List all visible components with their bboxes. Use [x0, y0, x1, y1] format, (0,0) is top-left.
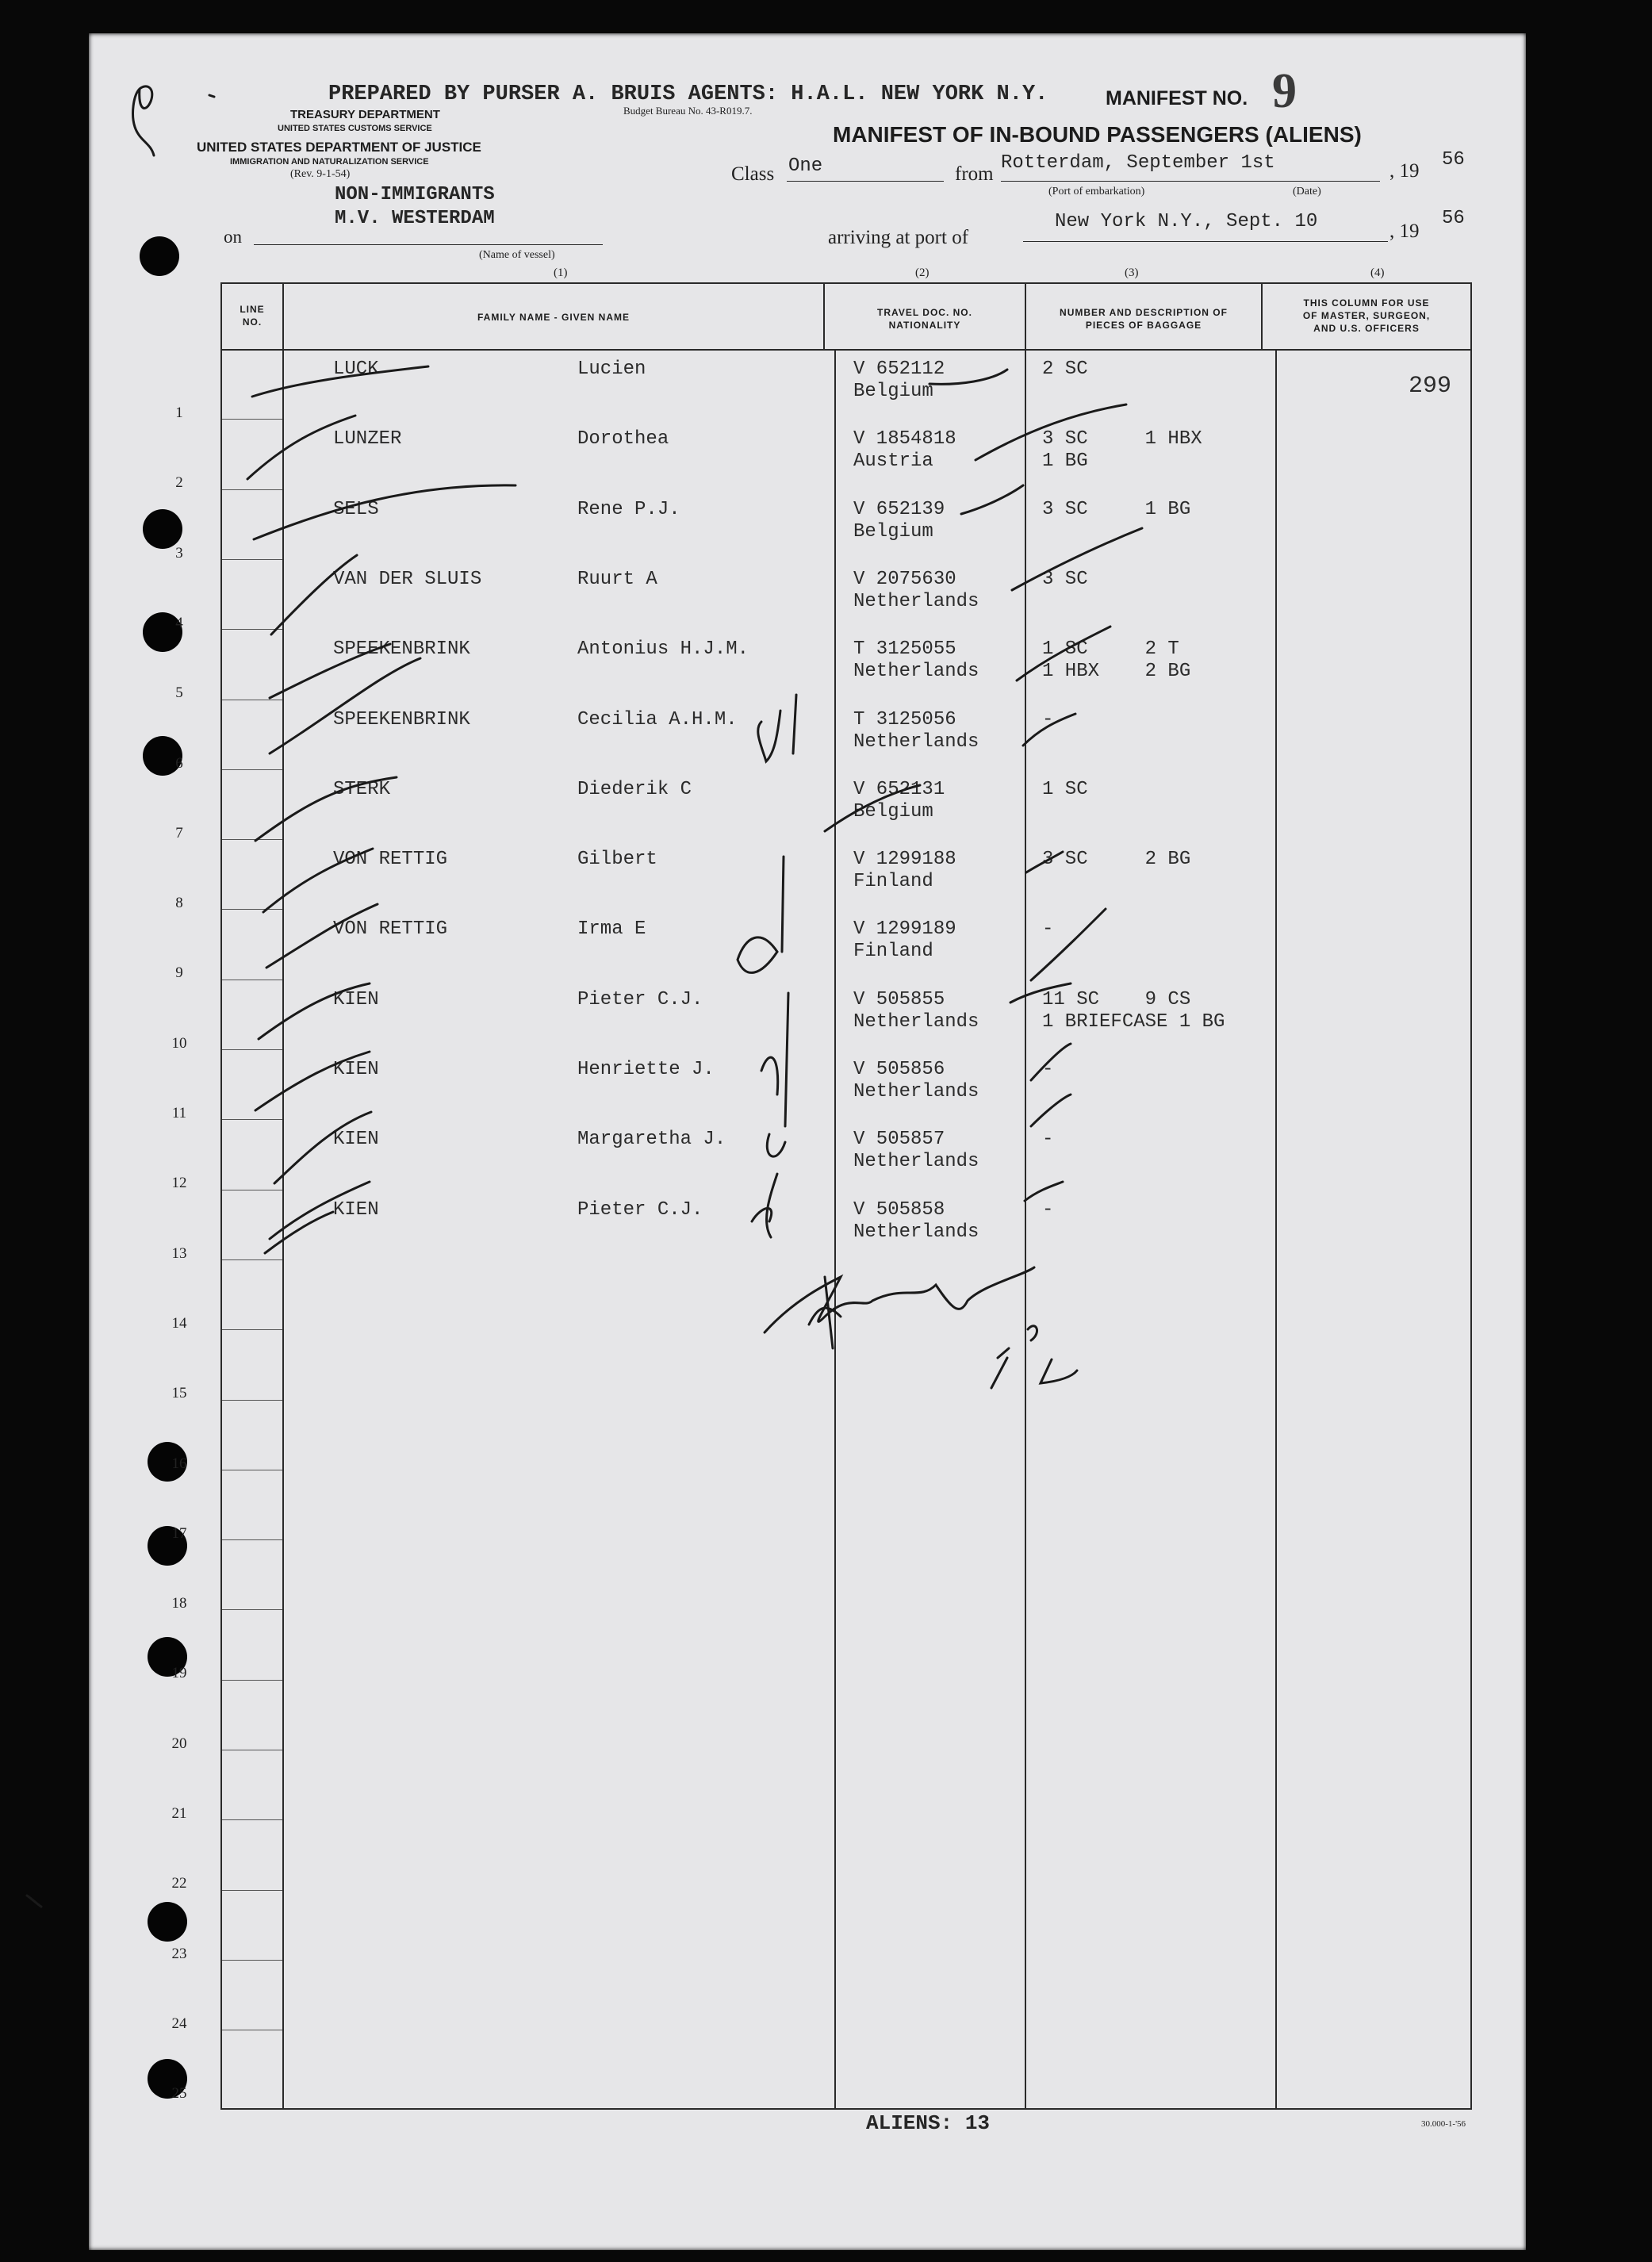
travel-doc-no: V 1854818: [853, 428, 956, 450]
line-number: 10: [171, 1034, 187, 1052]
given-name: Lucien: [577, 358, 646, 380]
line-number: 7: [175, 824, 183, 842]
port-embark-caption: (Port of embarkation): [1048, 186, 1145, 197]
check-mark: [247, 416, 355, 479]
baggage-line-1: -: [1042, 918, 1054, 941]
travel-doc-no: V 652139: [853, 498, 945, 520]
nationality: Finland: [853, 871, 933, 893]
baggage-tick: [1031, 1044, 1071, 1080]
line-number: 23: [171, 1945, 187, 1962]
given-name: Pieter C.J.: [577, 1198, 703, 1221]
line-number: 3: [175, 544, 183, 562]
prepared-by-line: PREPARED BY PURSER A. BRUIS AGENTS: H.A.L. NEW YORK N.Y.: [328, 82, 1048, 106]
col-number-3: (3): [1125, 266, 1139, 279]
travel-doc-no: V 652112: [853, 358, 945, 380]
given-name: Rene P.J.: [577, 498, 680, 520]
baggage-tick: [1017, 627, 1110, 681]
treasury-dept: TREASURY DEPARTMENT: [290, 108, 440, 121]
given-name: Irma E: [577, 918, 646, 941]
baggage-tick: [1031, 909, 1106, 980]
baggage-line-1: 3 SC 2 BG: [1042, 849, 1191, 871]
check-mark: [266, 904, 378, 968]
baggage-line-1: 1 SC 2 T: [1042, 638, 1179, 661]
family-name: KIEN: [333, 988, 379, 1010]
header-line-no: LINE NO.: [240, 304, 265, 328]
line-number: 18: [171, 1595, 187, 1612]
initials: [752, 1174, 777, 1237]
line-number: 11: [171, 1105, 187, 1121]
check-mark: [274, 1112, 371, 1183]
initials: [738, 857, 784, 972]
travel-doc-no: V 1299189: [853, 918, 956, 941]
class-value: One: [788, 155, 823, 177]
initials: [758, 695, 796, 761]
baggage-line-1: -: [1042, 1198, 1054, 1221]
line-number: 14: [171, 1314, 187, 1332]
line-number: 6: [175, 754, 183, 772]
baggage-line-1: 1 SC: [1042, 778, 1088, 800]
given-name: Cecilia A.H.M.: [577, 708, 738, 730]
baggage-line-2: 1 BG: [1042, 450, 1088, 473]
header-officers-label: THIS COLUMN FOR USE OF MASTER, SURGEON, AND U.S. OFFICERS: [1302, 297, 1431, 334]
line-number: 5: [175, 684, 183, 702]
header-travel-doc-label: TRAVEL DOC. NO. NATIONALITY: [877, 307, 972, 331]
non-immigrants: NON-IMMIGRANTS: [335, 184, 495, 205]
travel-doc-no: V 505856: [853, 1059, 945, 1080]
nationality: Netherlands: [853, 1221, 979, 1243]
family-name: VON RETTIG: [333, 918, 448, 941]
aliens-total: ALIENS: 13: [866, 2111, 991, 2135]
baggage-line-1: -: [1042, 708, 1054, 730]
class-label: Class: [731, 163, 775, 185]
vessel-name: M.V. WESTERDAM: [335, 208, 495, 229]
travel-doc-no: V 2075630: [853, 568, 956, 590]
year-1: 56: [1442, 149, 1465, 171]
line-number: 15: [171, 1385, 187, 1402]
given-name: Dorothea: [577, 428, 669, 450]
baggage-tick: [1025, 1182, 1063, 1201]
line-number: 8: [175, 895, 183, 912]
baggage-line-1: -: [1042, 1129, 1054, 1151]
check-mark: [259, 983, 370, 1039]
travel-doc-no: V 505857: [853, 1129, 945, 1151]
line-number: 13: [171, 1244, 187, 1262]
baggage-line-1: 11 SC 9 CS: [1042, 988, 1191, 1010]
year-prefix-2: , 19: [1389, 220, 1420, 242]
year-2: 56: [1442, 208, 1465, 229]
check-mark: [270, 1182, 370, 1239]
date-caption: (Date): [1293, 186, 1321, 197]
form-number: 30.000-1-'56: [1421, 2119, 1466, 2129]
officer-note: 299: [1409, 373, 1452, 400]
line-number: 1: [175, 404, 183, 421]
col-number-1: (1): [554, 266, 568, 279]
check-mark: [270, 658, 420, 753]
on-label: on: [224, 227, 242, 247]
family-name: KIEN: [333, 1129, 379, 1151]
pen-speck: [27, 1896, 41, 1907]
given-name: Gilbert: [577, 849, 657, 871]
nationality: Belgium: [853, 381, 933, 402]
margin-mark-9: [133, 86, 154, 155]
pen-tick: [209, 95, 214, 97]
baggage-tick: [1023, 714, 1075, 746]
manifest-no-value: 9: [1272, 64, 1297, 118]
nationality: Netherlands: [853, 730, 979, 753]
check-mark: [254, 485, 516, 539]
baggage-tick: [1010, 983, 1071, 1003]
given-name: Pieter C.J.: [577, 988, 703, 1010]
line-number: 21: [171, 1805, 187, 1822]
doc-tick: [961, 485, 1023, 514]
line-number: 24: [171, 2015, 187, 2032]
doc-tick: [825, 785, 920, 831]
nationality: Netherlands: [853, 590, 979, 612]
baggage-line-1: 2 SC: [1042, 358, 1088, 380]
manifest-no-label: MANIFEST NO.: [1106, 87, 1248, 109]
baggage-tick: [1026, 852, 1063, 872]
family-name: KIEN: [333, 1059, 379, 1080]
arriving-label: arriving at port of: [828, 227, 969, 248]
given-name: Henriette J.: [577, 1059, 715, 1080]
line-number: 20: [171, 1735, 187, 1752]
line-number: 2: [175, 474, 183, 492]
travel-doc-no: V 1299188: [853, 849, 956, 871]
nationality: Finland: [853, 941, 933, 963]
baggage-line-2: 1 BRIEFCASE 1 BG: [1042, 1010, 1225, 1033]
baggage-line-1: 3 SC 1 HBX: [1042, 428, 1202, 450]
nationality: Belgium: [853, 800, 933, 822]
given-name: Diederik C: [577, 778, 692, 800]
check-mark: [255, 1052, 370, 1110]
baggage-line-1: 3 SC 1 BG: [1042, 498, 1191, 520]
from-value: Rotterdam, September 1st: [1001, 152, 1275, 174]
from-label: from: [955, 163, 994, 185]
given-name: Antonius H.J.M.: [577, 638, 749, 661]
ins-service: IMMIGRATION AND NATURALIZATION SERVICE: [230, 157, 429, 167]
travel-doc-no: T 3125055: [853, 638, 956, 661]
check-mark: [252, 366, 428, 397]
doc-tick: [929, 370, 1007, 384]
family-name: SPEEKENBRINK: [333, 638, 470, 661]
baggage-tick: [1031, 1095, 1071, 1126]
nationality: Austria: [853, 450, 933, 473]
family-name: SELS: [333, 498, 379, 520]
baggage-line-1: 3 SC: [1042, 568, 1088, 590]
budget-bureau: Budget Bureau No. 43-R019.7.: [623, 105, 753, 117]
header-name: FAMILY NAME - GIVEN NAME: [477, 312, 631, 323]
baggage-tick: [1012, 528, 1142, 590]
given-name: Ruurt A: [577, 568, 657, 590]
baggage-line-2: 1 HBX 2 BG: [1042, 661, 1191, 683]
line-number: 9: [175, 964, 183, 982]
travel-doc-no: V 505855: [853, 988, 945, 1010]
col-number-2: (2): [915, 266, 929, 279]
family-name: VAN DER SLUIS: [333, 568, 482, 590]
travel-doc-no: V 505858: [853, 1198, 945, 1221]
family-name: VON RETTIG: [333, 849, 448, 871]
revision: (Rev. 9-1-54): [290, 168, 351, 180]
signature-note: [991, 1326, 1077, 1388]
baggage-tick: [975, 404, 1126, 460]
arriving-value: New York N.Y., Sept. 10: [1055, 211, 1318, 232]
line-number: 12: [171, 1175, 187, 1192]
line-number: 4: [175, 614, 183, 631]
travel-doc-no: V 652131: [853, 778, 945, 800]
line-number: 17: [171, 1524, 187, 1542]
family-name: LUCK: [333, 358, 379, 380]
nationality: Netherlands: [853, 661, 979, 683]
line-number: 22: [171, 1875, 187, 1892]
customs-service: UNITED STATES CUSTOMS SERVICE: [278, 124, 432, 133]
nationality: Netherlands: [853, 1010, 979, 1033]
baggage-line-1: -: [1042, 1059, 1054, 1080]
vessel-caption: (Name of vessel): [479, 249, 555, 261]
nationality: Netherlands: [853, 1081, 979, 1102]
line-number: 16: [171, 1455, 187, 1472]
line-number: 19: [171, 1665, 187, 1682]
check-mark: [270, 644, 390, 698]
family-name: LUNZER: [333, 428, 402, 450]
justice-dept: UNITED STATES DEPARTMENT OF JUSTICE: [197, 140, 481, 155]
check-mark: [271, 555, 357, 635]
header-baggage-label: NUMBER AND DESCRIPTION OF PIECES OF BAGGAGE: [1060, 307, 1228, 331]
nationality: Netherlands: [853, 1151, 979, 1173]
check-mark: [255, 777, 397, 841]
year-prefix-1: , 19: [1389, 160, 1420, 182]
family-name: SPEEKENBRINK: [333, 708, 470, 730]
travel-doc-no: T 3125056: [853, 708, 956, 730]
family-name: STERK: [333, 778, 391, 800]
line-number: 25: [171, 2085, 187, 2103]
officer-signature: [765, 1267, 1034, 1348]
manifest-title: MANIFEST OF IN-BOUND PASSENGERS (ALIENS): [833, 122, 1362, 147]
check-mark: [263, 849, 373, 912]
col-number-4: (4): [1370, 266, 1385, 279]
given-name: Margaretha J.: [577, 1129, 726, 1151]
initials: [761, 993, 788, 1156]
nationality: Belgium: [853, 520, 933, 542]
family-name: KIEN: [333, 1198, 379, 1221]
